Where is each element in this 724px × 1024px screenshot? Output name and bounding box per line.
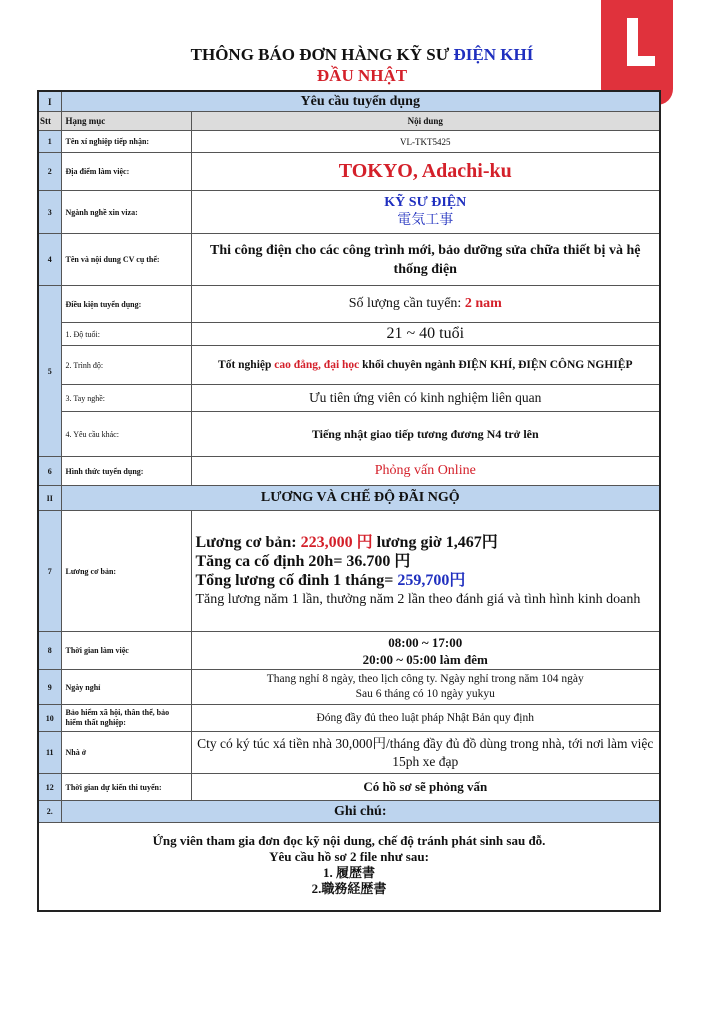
section-header-requirements: I Yêu cầu tuyển dụng: [38, 91, 660, 112]
table-row: 3. Tay nghề: Ưu tiên ứng viên có kinh nghiệm liên quan: [38, 385, 660, 412]
job-order-table: [37, 90, 661, 912]
table-row: 3 Ngành nghề xin viza: KỸ SƯ ĐIỆN 電気工事: [38, 191, 660, 234]
table-row: 10 Bảo hiểm xã hội, thân thể, bảo hiểm thất nghiệp: Đóng đầy đủ theo luật pháp Nhật Bản quy định: [38, 705, 660, 732]
table-row: 7 Lương cơ bản: Lương cơ bản: 223,000 円 lương giờ 1,467円 Tăng ca cố định 20h= 36.700 円 Tổng lương cố đinh 1 tháng= 259,700円 Tăng lương năm 1 lần, thưởng năm 2 lần theo đánh giá và tình hình kinh doanh: [38, 511, 660, 632]
table-row: 6 Hình thức tuyển dụng: Phỏng vấn Online: [38, 457, 660, 486]
table-row: 8 Thời gian làm việc 08:00 ~ 17:00 20:00 ~ 05:00 làm đêm: [38, 632, 660, 670]
table-row: 4. Yêu cầu khác: Tiếng nhật giao tiếp tương đương N4 trở lên: [38, 412, 660, 457]
title-highlight: ĐIỆN KHÍ: [453, 45, 534, 64]
title-line2: ĐẦU NHẬT: [316, 66, 408, 85]
table-row: 2 Địa điểm làm việc: TOKYO, Adachi-ku: [38, 153, 660, 191]
title-line1: THÔNG BÁO ĐƠN HÀNG KỸ SƯ: [190, 45, 454, 64]
table-row: 4 Tên và nội dung CV cụ thể: Thi công điện cho các công trình mới, bảo dưỡng sửa chữa thiết bị và hệ thống điện: [38, 234, 660, 286]
table-row: 11 Nhà ở Cty có ký túc xá tiền nhà 30,000円/tháng đầy đủ đồ dùng trong nhà, tới nơi làm việc 15ph xe đạp: [38, 732, 660, 774]
table-row: 5 Điều kiện tuyển dụng: Số lượng cần tuyển: 2 nam: [38, 286, 660, 323]
table-header: Stt Hạng mục Nội dung: [38, 112, 660, 131]
table-row: 9 Ngày nghỉ Thang nghỉ 8 ngày, theo lịch công ty. Ngày nghỉ trong năm 104 ngày Sau 6 tháng có 10 ngày yukyu: [38, 670, 660, 705]
table-row: 1. Độ tuổi: 21 ~ 40 tuổi: [38, 323, 660, 346]
table-row: 12 Thời gian dự kiến thi tuyển: Có hồ sơ sẽ phỏng vấn: [38, 774, 660, 801]
table-row: 2. Trình độ: Tốt nghiệp cao đẳng, đại học khối chuyên ngành ĐIỆN KHÍ, ĐIỆN CÔNG NGHIỆP: [38, 346, 660, 385]
section-header-notes: 2. Ghi chú:: [38, 801, 660, 823]
section-header-salary: II LƯƠNG VÀ CHẾ ĐỘ ĐÃI NGỘ: [38, 486, 660, 511]
notes-row: Ứng viên tham gia đơn đọc kỹ nội dung, chế độ tránh phát sinh sau đỗ. Yêu cầu hồ sơ 2 file như sau: 1. 履歴書 2.職務経歴書: [38, 823, 660, 911]
table-row: 1 Tên xí nghiệp tiếp nhận: VL-TKT5425: [38, 131, 660, 153]
